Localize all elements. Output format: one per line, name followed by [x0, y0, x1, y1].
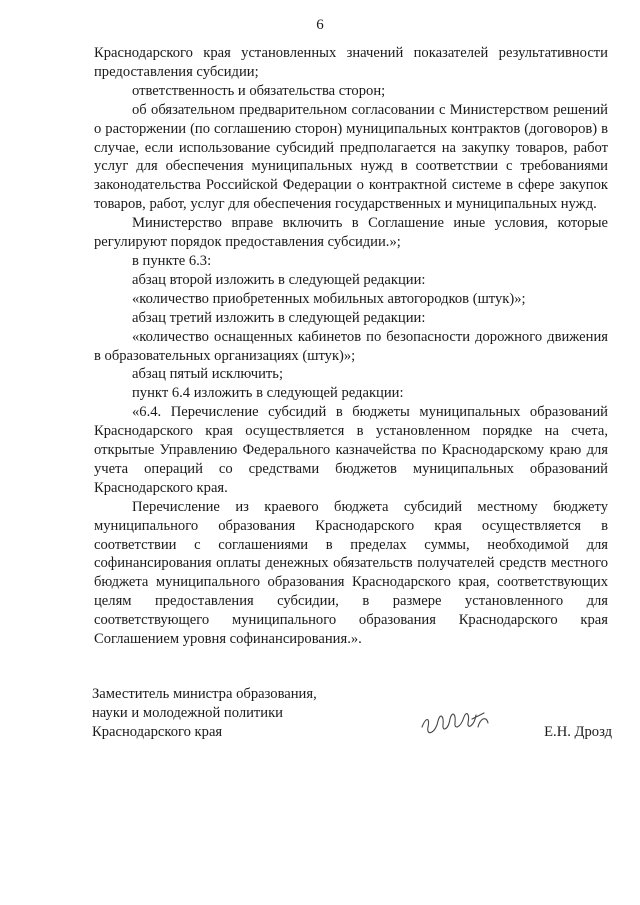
page-number: 6 — [316, 17, 324, 33]
paragraph: Министерство вправе включить в Соглашение иные условия, которые регулируют порядок предоставления субсидии.»; — [94, 215, 608, 251]
signatory-position-line: Краснодарского края — [92, 724, 223, 740]
signatory-position-line: науки и молодежной политики — [92, 705, 283, 721]
paragraph: «количество оснащенных кабинетов по безопасности дорожного движения в образовательных организациях (штук)»; — [94, 328, 608, 364]
signatory-position-line: Заместитель министра образования, — [92, 686, 317, 702]
signatory-name: Е.Н. Дрозд — [544, 724, 612, 740]
signature-block — [92, 685, 612, 742]
paragraph: абзац третий изложить в следующей редакции: — [132, 309, 426, 326]
paragraph: абзац пятый исключить; — [132, 366, 284, 383]
paragraph: абзац второй изложить в следующей редакции: — [132, 271, 426, 288]
paragraph: Краснодарского края установленных значений показателей результативности предоставления субсидии; — [94, 45, 608, 80]
paragraph: ответственность и обязательства сторон; — [132, 82, 386, 99]
paragraph: «количество приобретенных мобильных автогородков (штук)»; — [132, 290, 526, 307]
paragraph: пункт 6.4 изложить в следующей редакции: — [132, 385, 404, 402]
paragraph: «6.4. Перечисление субсидий в бюджеты муниципальных образований Краснодарского края осуществляется в установленном порядке на счета, открытые Управлению Федерального казначейства по Краснодарскому краю для учета операций со средствами бюджетов муниципальных образований Краснодарского края. — [94, 404, 608, 496]
document-body — [94, 44, 608, 649]
paragraph: Перечисление из краевого бюджета субсидий местному бюджету муниципального образования Краснодарского края осуществляется в соответствии с соглашениями в пределах суммы, необходимой для софинансирования оплаты денежных обязательств получателей средств местного бюджета муниципального образования Краснодарского края, соответствующих целям предоставления субсидии, в размере установленного для соответствующего муниципального образования Краснодарского края Соглашением уровня софинансирования.». — [94, 498, 608, 648]
handwritten-signature — [418, 707, 498, 737]
paragraph: в пункте 6.3: — [132, 252, 212, 269]
paragraph: об обязательном предварительном согласовании с Министерством решений о расторжении (по соглашению сторон) муниципальных контрактов (договоров) в случае, если использование субсидий предполагается на закупку товаров, работ услуг для обеспечения муниципальных нужд в соответствии с требованиями законодательства Российской Федерации о контрактной системе в сфере закупок товаров, работ, услуг для обеспечения государственных и муниципальных нужд. — [94, 101, 608, 213]
